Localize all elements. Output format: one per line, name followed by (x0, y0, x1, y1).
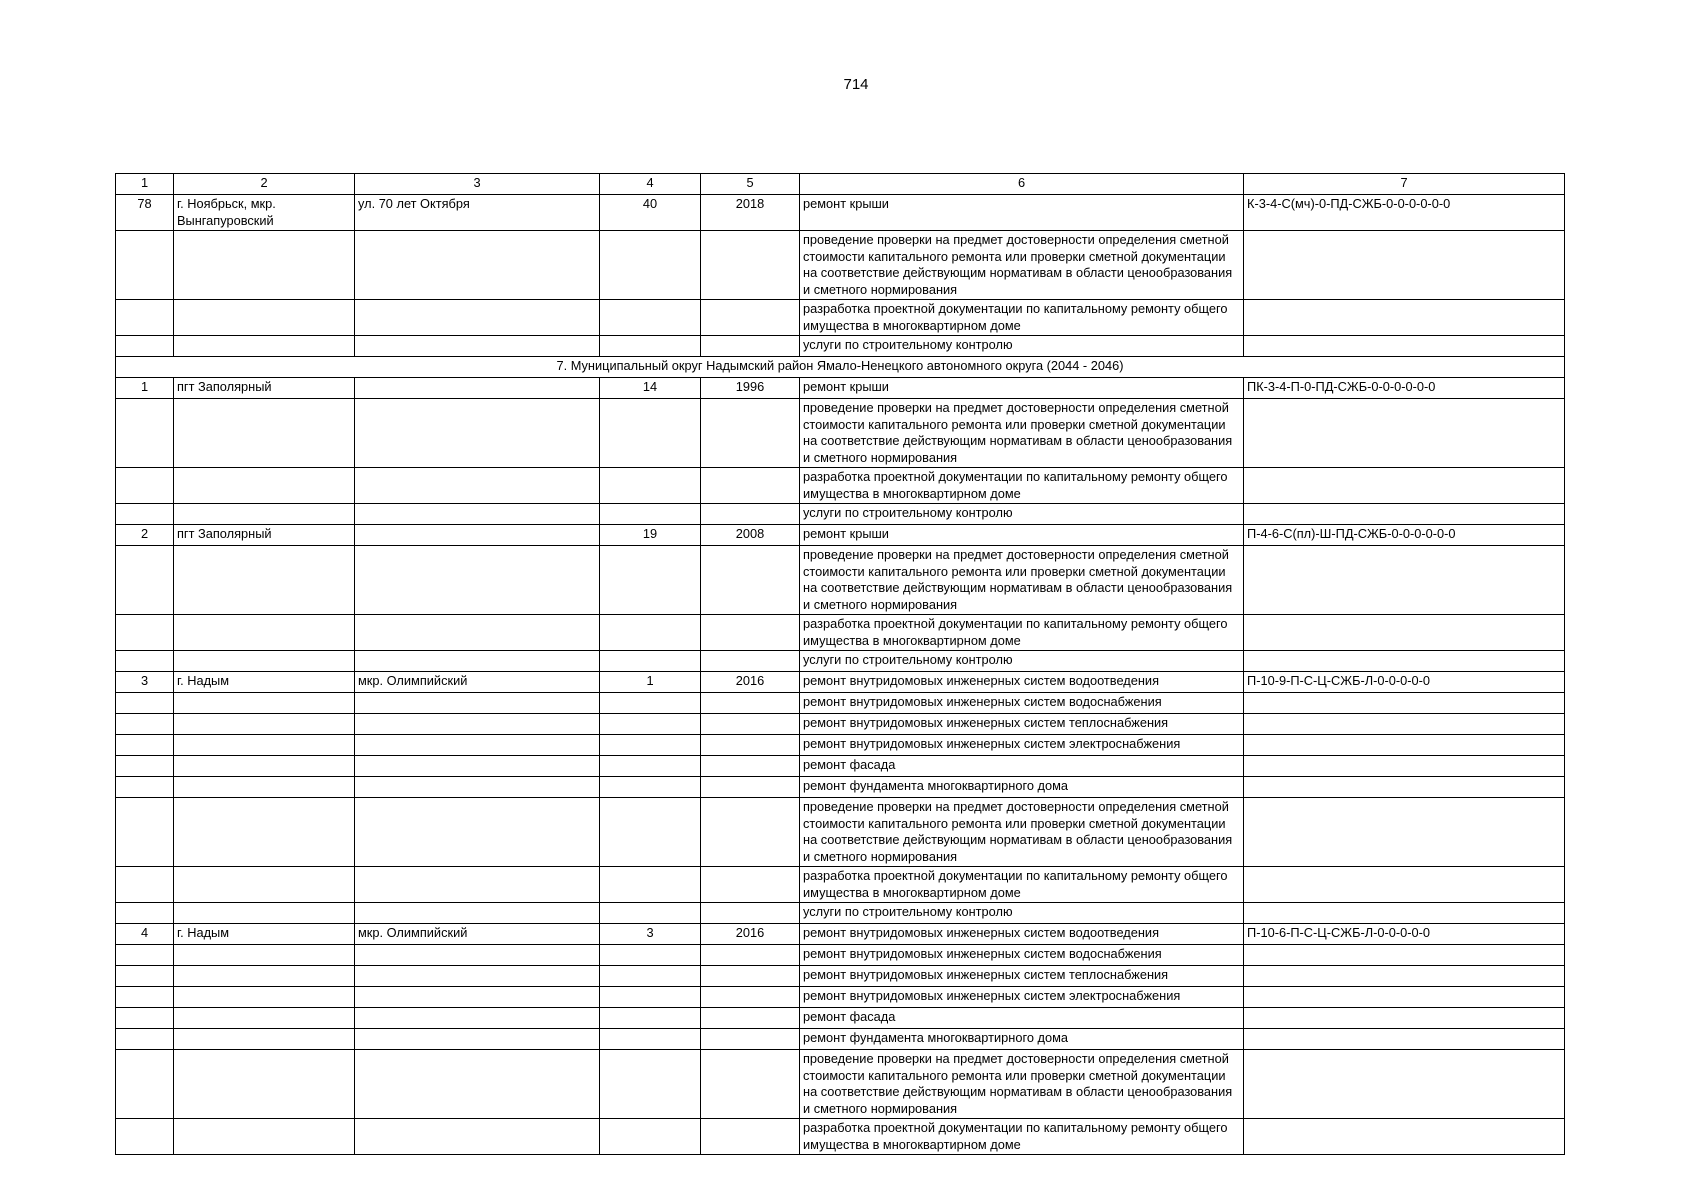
house-number-cell (600, 798, 701, 867)
row-number-cell (116, 651, 174, 672)
table-row (116, 1029, 1565, 1050)
house-number-cell (600, 903, 701, 924)
street-cell (355, 525, 600, 546)
locality-cell (174, 399, 355, 468)
street-cell (355, 1119, 600, 1155)
building-code-cell (1244, 615, 1565, 651)
year-cell (701, 735, 800, 756)
row-number-cell: 4 (116, 924, 174, 945)
work-type-cell: ремонт внутридомовых инженерных систем теплоснабжения (800, 714, 1244, 735)
work-type-cell: услуги по строительному контролю (800, 651, 1244, 672)
locality-cell (174, 903, 355, 924)
repair-schedule-table (115, 173, 1565, 1155)
locality-cell (174, 468, 355, 504)
year-cell (701, 399, 800, 468)
building-code-cell (1244, 399, 1565, 468)
street-cell: мкр. Олимпийский (355, 924, 600, 945)
street-cell (355, 867, 600, 903)
building-code-cell: П-10-9-П-С-Ц-СЖБ-Л-0-0-0-0-0 (1244, 672, 1565, 693)
table-row (116, 468, 1565, 504)
locality-cell (174, 300, 355, 336)
work-type-cell: ремонт крыши (800, 195, 1244, 231)
building-code-cell (1244, 966, 1565, 987)
locality-cell: пгт Заполярный (174, 378, 355, 399)
building-code-cell: К-3-4-С(мч)-0-ПД-СЖБ-0-0-0-0-0-0 (1244, 195, 1565, 231)
section-title: 7. Муниципальный округ Надымский район Ямало-Ненецкого автономного округа (2044 - 2046) (116, 357, 1565, 378)
year-cell (701, 468, 800, 504)
street-cell (355, 546, 600, 615)
building-code-cell (1244, 1119, 1565, 1155)
column-header-4: 4 (600, 174, 701, 195)
house-number-cell (600, 714, 701, 735)
table-row (116, 399, 1565, 468)
building-code-cell: ПК-3-4-П-0-ПД-СЖБ-0-0-0-0-0-0 (1244, 378, 1565, 399)
work-type-cell: разработка проектной документации по капитальному ремонту общего имущества в многоквартирном доме (800, 468, 1244, 504)
row-number-cell: 1 (116, 378, 174, 399)
street-cell (355, 966, 600, 987)
row-number-cell (116, 867, 174, 903)
year-cell (701, 693, 800, 714)
work-type-cell: проведение проверки на предмет достоверности определения сметной стоимости капитального ремонта или проверки сметной документации на соответствие действующим нормативам в области ценообразования и сметного нормирования (800, 399, 1244, 468)
street-cell (355, 693, 600, 714)
year-cell (701, 1029, 800, 1050)
column-header-row (116, 174, 1565, 195)
year-cell (701, 1008, 800, 1029)
building-code-cell (1244, 777, 1565, 798)
table-row (116, 966, 1565, 987)
house-number-cell (600, 966, 701, 987)
street-cell (355, 300, 600, 336)
house-number-cell (600, 300, 701, 336)
work-type-cell: проведение проверки на предмет достоверности определения сметной стоимости капитального ремонта или проверки сметной документации на соответствие действующим нормативам в области ценообразования и сметного нормирования (800, 231, 1244, 300)
house-number-cell (600, 468, 701, 504)
table-row (116, 672, 1565, 693)
work-type-cell: разработка проектной документации по капитальному ремонту общего имущества в многоквартирном доме (800, 615, 1244, 651)
row-number-cell (116, 945, 174, 966)
house-number-cell (600, 735, 701, 756)
year-cell: 2016 (701, 924, 800, 945)
building-code-cell (1244, 468, 1565, 504)
house-number-cell (600, 693, 701, 714)
year-cell (701, 546, 800, 615)
work-type-cell: ремонт фундамента многоквартирного дома (800, 1029, 1244, 1050)
street-cell (355, 468, 600, 504)
work-type-cell: ремонт внутридомовых инженерных систем водоотведения (800, 924, 1244, 945)
building-code-cell: П-4-6-С(пл)-Ш-ПД-СЖБ-0-0-0-0-0-0 (1244, 525, 1565, 546)
building-code-cell (1244, 546, 1565, 615)
table-row (116, 945, 1565, 966)
table-row (116, 987, 1565, 1008)
table-row (116, 231, 1565, 300)
page-number: 714 (843, 76, 869, 93)
street-cell (355, 336, 600, 357)
street-cell (355, 378, 600, 399)
row-number-cell: 78 (116, 195, 174, 231)
work-type-cell: ремонт фундамента многоквартирного дома (800, 777, 1244, 798)
work-type-cell: услуги по строительному контролю (800, 336, 1244, 357)
row-number-cell: 3 (116, 672, 174, 693)
table-row (116, 525, 1565, 546)
building-code-cell (1244, 714, 1565, 735)
street-cell (355, 987, 600, 1008)
table-row (116, 336, 1565, 357)
column-header-3: 3 (355, 174, 600, 195)
year-cell (701, 1119, 800, 1155)
table-row (116, 195, 1565, 231)
table-row (116, 615, 1565, 651)
house-number-cell (600, 945, 701, 966)
building-code-cell (1244, 867, 1565, 903)
house-number-cell (600, 651, 701, 672)
house-number-cell (600, 756, 701, 777)
locality-cell (174, 1029, 355, 1050)
row-number-cell (116, 714, 174, 735)
row-number-cell (116, 336, 174, 357)
street-cell (355, 798, 600, 867)
section-row (116, 357, 1565, 378)
column-header-5: 5 (701, 174, 800, 195)
building-code-cell (1244, 1008, 1565, 1029)
column-header-7: 7 (1244, 174, 1565, 195)
building-code-cell (1244, 735, 1565, 756)
table-row (116, 867, 1565, 903)
year-cell (701, 867, 800, 903)
house-number-cell (600, 231, 701, 300)
building-code-cell (1244, 336, 1565, 357)
year-cell (701, 714, 800, 735)
work-type-cell: разработка проектной документации по капитальному ремонту общего имущества в многоквартирном доме (800, 867, 1244, 903)
street-cell (355, 1008, 600, 1029)
street-cell (355, 615, 600, 651)
row-number-cell (116, 693, 174, 714)
street-cell (355, 651, 600, 672)
street-cell (355, 777, 600, 798)
locality-cell (174, 1119, 355, 1155)
table-row (116, 924, 1565, 945)
table-row (116, 756, 1565, 777)
street-cell (355, 504, 600, 525)
building-code-cell (1244, 756, 1565, 777)
street-cell (355, 1029, 600, 1050)
table-row (116, 714, 1565, 735)
locality-cell (174, 336, 355, 357)
locality-cell (174, 615, 355, 651)
row-number-cell (116, 399, 174, 468)
building-code-cell (1244, 945, 1565, 966)
table-row (116, 693, 1565, 714)
locality-cell: г. Ноябрьск, мкр. Вынгапуровский (174, 195, 355, 231)
building-code-cell (1244, 798, 1565, 867)
building-code-cell (1244, 987, 1565, 1008)
work-type-cell: ремонт фасада (800, 756, 1244, 777)
street-cell: мкр. Олимпийский (355, 672, 600, 693)
house-number-cell (600, 504, 701, 525)
street-cell (355, 735, 600, 756)
building-code-cell (1244, 651, 1565, 672)
locality-cell (174, 1050, 355, 1119)
row-number-cell (116, 231, 174, 300)
table-body (116, 195, 1565, 1155)
building-code-cell (1244, 504, 1565, 525)
work-type-cell: ремонт внутридомовых инженерных систем водоотведения (800, 672, 1244, 693)
row-number-cell (116, 1029, 174, 1050)
work-type-cell: проведение проверки на предмет достоверности определения сметной стоимости капитального ремонта или проверки сметной документации на соответствие действующим нормативам в области ценообразования и сметного нормирования (800, 546, 1244, 615)
house-number-cell: 40 (600, 195, 701, 231)
row-number-cell (116, 615, 174, 651)
row-number-cell (116, 468, 174, 504)
row-number-cell (116, 798, 174, 867)
house-number-cell (600, 1050, 701, 1119)
locality-cell (174, 504, 355, 525)
locality-cell (174, 777, 355, 798)
year-cell (701, 987, 800, 1008)
year-cell (701, 300, 800, 336)
street-cell (355, 714, 600, 735)
work-type-cell: услуги по строительному контролю (800, 903, 1244, 924)
row-number-cell (116, 1008, 174, 1029)
building-code-cell (1244, 693, 1565, 714)
year-cell: 2008 (701, 525, 800, 546)
locality-cell (174, 756, 355, 777)
table-row (116, 903, 1565, 924)
table-row (116, 777, 1565, 798)
year-cell (701, 231, 800, 300)
locality-cell (174, 546, 355, 615)
house-number-cell (600, 777, 701, 798)
row-number-cell (116, 735, 174, 756)
table-row (116, 735, 1565, 756)
locality-cell: г. Надым (174, 924, 355, 945)
house-number-cell (600, 399, 701, 468)
house-number-cell (600, 987, 701, 1008)
house-number-cell: 3 (600, 924, 701, 945)
locality-cell: пгт Заполярный (174, 525, 355, 546)
row-number-cell (116, 300, 174, 336)
work-type-cell: ремонт внутридомовых инженерных систем водоснабжения (800, 693, 1244, 714)
locality-cell (174, 798, 355, 867)
building-code-cell (1244, 231, 1565, 300)
house-number-cell: 14 (600, 378, 701, 399)
column-header-2: 2 (174, 174, 355, 195)
building-code-cell: П-10-6-П-С-Ц-СЖБ-Л-0-0-0-0-0 (1244, 924, 1565, 945)
column-header-6: 6 (800, 174, 1244, 195)
row-number-cell (116, 903, 174, 924)
row-number-cell (116, 966, 174, 987)
row-number-cell (116, 504, 174, 525)
work-type-cell: разработка проектной документации по капитальному ремонту общего имущества в многоквартирном доме (800, 1119, 1244, 1155)
locality-cell (174, 1008, 355, 1029)
year-cell: 2018 (701, 195, 800, 231)
street-cell (355, 945, 600, 966)
locality-cell (174, 651, 355, 672)
locality-cell (174, 987, 355, 1008)
table-row (116, 1008, 1565, 1029)
street-cell (355, 231, 600, 300)
year-cell (701, 903, 800, 924)
locality-cell (174, 966, 355, 987)
table-row (116, 504, 1565, 525)
year-cell (701, 777, 800, 798)
year-cell (701, 1050, 800, 1119)
table-row (116, 546, 1565, 615)
work-type-cell: ремонт внутридомовых инженерных систем электроснабжения (800, 735, 1244, 756)
row-number-cell (116, 987, 174, 1008)
table-row (116, 378, 1565, 399)
year-cell (701, 966, 800, 987)
locality-cell (174, 231, 355, 300)
locality-cell (174, 945, 355, 966)
street-cell (355, 399, 600, 468)
locality-cell (174, 714, 355, 735)
year-cell (701, 336, 800, 357)
work-type-cell: ремонт внутридомовых инженерных систем электроснабжения (800, 987, 1244, 1008)
year-cell (701, 615, 800, 651)
house-number-cell (600, 1029, 701, 1050)
work-type-cell: проведение проверки на предмет достоверности определения сметной стоимости капитального ремонта или проверки сметной документации на соответствие действующим нормативам в области ценообразования и сметного нормирования (800, 1050, 1244, 1119)
building-code-cell (1244, 1029, 1565, 1050)
table-row (116, 1119, 1565, 1155)
street-cell (355, 756, 600, 777)
street-cell: ул. 70 лет Октября (355, 195, 600, 231)
row-number-cell (116, 777, 174, 798)
row-number-cell: 2 (116, 525, 174, 546)
table-row (116, 651, 1565, 672)
house-number-cell (600, 867, 701, 903)
building-code-cell (1244, 903, 1565, 924)
row-number-cell (116, 756, 174, 777)
year-cell (701, 504, 800, 525)
work-type-cell: ремонт внутридомовых инженерных систем теплоснабжения (800, 966, 1244, 987)
year-cell (701, 651, 800, 672)
street-cell (355, 1050, 600, 1119)
table-row (116, 1050, 1565, 1119)
work-type-cell: ремонт крыши (800, 378, 1244, 399)
street-cell (355, 903, 600, 924)
house-number-cell: 1 (600, 672, 701, 693)
work-type-cell: разработка проектной документации по капитальному ремонту общего имущества в многоквартирном доме (800, 300, 1244, 336)
work-type-cell: ремонт фасада (800, 1008, 1244, 1029)
table-row (116, 798, 1565, 867)
year-cell: 2016 (701, 672, 800, 693)
locality-cell (174, 693, 355, 714)
house-number-cell (600, 546, 701, 615)
year-cell (701, 945, 800, 966)
column-header-1: 1 (116, 174, 174, 195)
work-type-cell: проведение проверки на предмет достоверности определения сметной стоимости капитального ремонта или проверки сметной документации на соответствие действующим нормативам в области ценообразования и сметного нормирования (800, 798, 1244, 867)
locality-cell (174, 735, 355, 756)
building-code-cell (1244, 1050, 1565, 1119)
row-number-cell (116, 1050, 174, 1119)
year-cell (701, 756, 800, 777)
house-number-cell (600, 336, 701, 357)
work-type-cell: услуги по строительному контролю (800, 504, 1244, 525)
house-number-cell (600, 615, 701, 651)
locality-cell (174, 867, 355, 903)
table-row (116, 300, 1565, 336)
work-type-cell: ремонт внутридомовых инженерных систем водоснабжения (800, 945, 1244, 966)
building-code-cell (1244, 300, 1565, 336)
year-cell: 1996 (701, 378, 800, 399)
locality-cell: г. Надым (174, 672, 355, 693)
row-number-cell (116, 1119, 174, 1155)
table-header (116, 174, 1565, 195)
row-number-cell (116, 546, 174, 615)
work-type-cell: ремонт крыши (800, 525, 1244, 546)
house-number-cell (600, 1008, 701, 1029)
year-cell (701, 798, 800, 867)
house-number-cell (600, 1119, 701, 1155)
house-number-cell: 19 (600, 525, 701, 546)
